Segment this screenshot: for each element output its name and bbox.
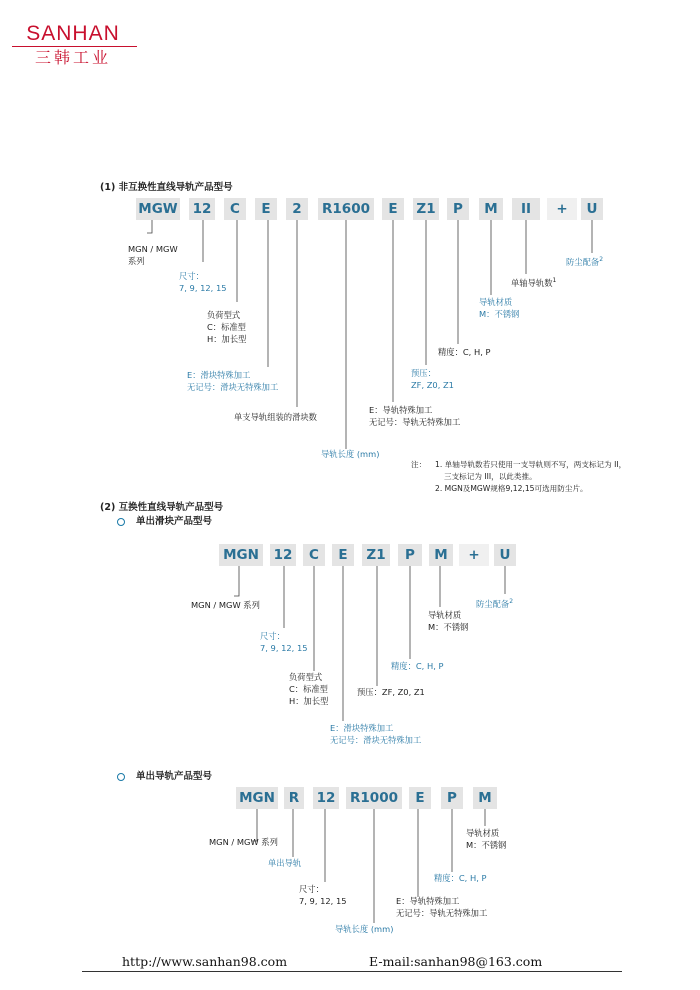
rail-label-series: MGN / MGW 系列 bbox=[209, 837, 278, 847]
code-preload: Z1 bbox=[413, 198, 439, 220]
logo-chinese-name: 三韩工业 bbox=[34, 48, 111, 67]
rail-label-single: 单出导轨 bbox=[268, 858, 302, 868]
code-precision: P bbox=[447, 198, 469, 220]
block-label-load-3: H：加长型 bbox=[289, 696, 329, 706]
section2-heading: (2) 互换性直线导轨产品型号 bbox=[100, 502, 224, 513]
label-block-process-1: E：滑块特殊加工 bbox=[187, 370, 251, 380]
footer-website[interactable]: http://www.sanhan98.com bbox=[122, 954, 288, 969]
label-block-count: 单支导轨组装的滑块数 bbox=[234, 412, 317, 422]
code-block-count: 2 bbox=[286, 198, 308, 220]
note-head: 注： bbox=[411, 460, 427, 469]
label-series-2: 系列 bbox=[128, 256, 145, 266]
label-rail-process-1: E：导轨特殊加工 bbox=[369, 405, 433, 415]
block-label-size-2: 7, 9, 12, 15 bbox=[260, 643, 308, 653]
block-code-series: MGN bbox=[219, 544, 263, 566]
rail-label-precision: 精度：C, H, P bbox=[434, 873, 487, 883]
block-label-material-2: M：不锈钢 bbox=[428, 622, 469, 632]
rail-code-single: R bbox=[284, 787, 304, 809]
rail-code-series: MGN bbox=[236, 787, 278, 809]
code-rail-process: E bbox=[382, 198, 404, 220]
label-precision: 精度：C, H, P bbox=[438, 347, 491, 357]
code-load-type: C bbox=[224, 198, 246, 220]
code-size: 12 bbox=[189, 198, 215, 220]
block-code-dust: U bbox=[494, 544, 516, 566]
label-preload-1: 预压： bbox=[411, 368, 436, 378]
block-label-dust: 防尘配备$^2$ bbox=[476, 598, 514, 609]
rail-code-process: E bbox=[409, 787, 431, 809]
rail-label-material-2: M：不锈钢 bbox=[466, 840, 507, 850]
label-block-process-2: 无记号：滑块无特殊加工 bbox=[187, 382, 279, 392]
rail-code-length: R1000 bbox=[346, 787, 402, 809]
label-rail-length: 导轨长度 (mm) bbox=[321, 449, 380, 459]
rail-label-size-1: 尺寸： bbox=[299, 884, 324, 894]
label-material-2: M：不锈钢 bbox=[479, 309, 520, 319]
rail-label-size-2: 7, 9, 12, 15 bbox=[299, 896, 347, 906]
bullet-circle-icon bbox=[117, 773, 125, 781]
rail-label-process-2: 无记号：导轨无特殊加工 bbox=[396, 908, 488, 918]
block-label-series: MGN / MGW 系列 bbox=[191, 600, 260, 610]
note-line-3: 2. MGN及MGW规格9,12,15可选用防尘片。 bbox=[435, 484, 588, 493]
block-label-load-1: 负荷型式 bbox=[289, 672, 323, 682]
block-label-precision: 精度：C, H, P bbox=[391, 661, 444, 671]
code-rail-length: R1600 bbox=[318, 198, 374, 220]
label-size-2: 7, 9, 12, 15 bbox=[179, 283, 227, 293]
code-dust: U bbox=[581, 198, 603, 220]
rail-code-precision: P bbox=[441, 787, 463, 809]
rail-code-material: M bbox=[473, 787, 497, 809]
rail-subheading: 单出导轨产品型号 bbox=[136, 771, 213, 782]
rail-label-material-1: 导轨材质 bbox=[466, 828, 500, 838]
label-load-1: 负荷型式 bbox=[207, 310, 241, 320]
block-code-plus: + bbox=[459, 544, 489, 566]
block-code-size: 12 bbox=[270, 544, 296, 566]
bullet-circle-icon bbox=[117, 518, 125, 526]
code-rail-qty: II bbox=[512, 198, 540, 220]
block-label-size-1: 尺寸： bbox=[260, 631, 285, 641]
code-block-process: E bbox=[255, 198, 277, 220]
block-label-process-2: 无记号：滑块无特殊加工 bbox=[330, 735, 422, 745]
block-label-load-2: C：标准型 bbox=[289, 684, 328, 694]
block-subheading: 单出滑块产品型号 bbox=[136, 516, 213, 527]
code-plus: + bbox=[547, 198, 577, 220]
label-dust: 防尘配备$^2$ bbox=[566, 256, 604, 267]
block-label-process-1: E：滑块特殊加工 bbox=[330, 723, 394, 733]
note-line-1: 1. 单轴导轨数若只使用一支导轨则不写，两支标记为 II， bbox=[435, 460, 627, 469]
rail-code-size: 12 bbox=[313, 787, 339, 809]
logo-wordmark: SANHAN bbox=[26, 22, 120, 45]
code-series: MGW bbox=[136, 198, 180, 220]
label-load-2: C：标准型 bbox=[207, 322, 246, 332]
footer-divider bbox=[82, 971, 622, 972]
label-load-3: H：加长型 bbox=[207, 334, 247, 344]
block-code-preload: Z1 bbox=[362, 544, 390, 566]
code-material: M bbox=[479, 198, 503, 220]
note-line-2: 三支标记为 III，以此类推。 bbox=[444, 472, 537, 481]
footer-email[interactable]: E-mail:sanhan98@163.com bbox=[369, 954, 543, 969]
block-code-precision: P bbox=[398, 544, 422, 566]
section1-heading: (1) 非互换性直线导轨产品型号 bbox=[100, 182, 233, 193]
label-rail-qty: 单轴导轨数$^1$ bbox=[511, 277, 557, 288]
label-size-1: 尺寸： bbox=[179, 271, 204, 281]
block-label-material-1: 导轨材质 bbox=[428, 610, 462, 620]
block-code-process: E bbox=[332, 544, 354, 566]
block-code-material: M bbox=[429, 544, 453, 566]
block-code-load: C bbox=[303, 544, 325, 566]
rail-label-length: 导轨长度 (mm) bbox=[335, 924, 394, 934]
rail-label-process-1: E：导轨特殊加工 bbox=[396, 896, 460, 906]
label-series-1: MGN / MGW bbox=[128, 244, 178, 254]
label-preload-2: ZF, Z0, Z1 bbox=[411, 380, 454, 390]
block-label-preload: 预压：ZF, Z0, Z1 bbox=[357, 687, 425, 697]
label-rail-process-2: 无记号：导轨无特殊加工 bbox=[369, 417, 461, 427]
label-material-1: 导轨材质 bbox=[479, 297, 513, 307]
